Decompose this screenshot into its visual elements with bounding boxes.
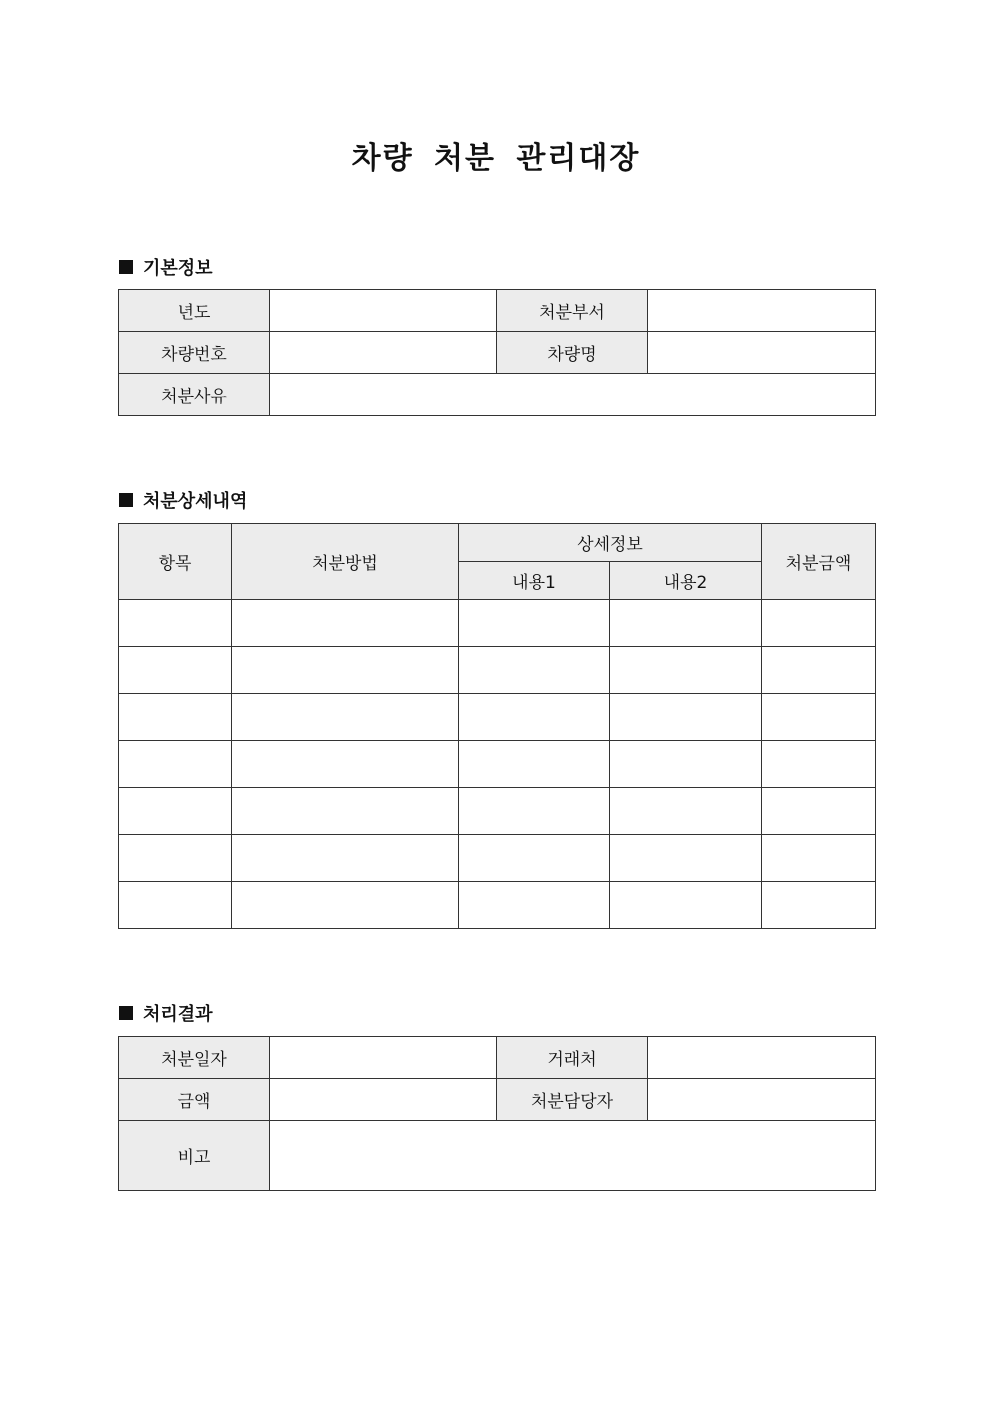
cell-content1[interactable] bbox=[459, 647, 610, 694]
cell-item[interactable] bbox=[119, 788, 232, 835]
page-title: 차량 처분 관리대장 bbox=[351, 141, 641, 176]
result-table bbox=[118, 1036, 876, 1191]
cell-method[interactable] bbox=[232, 741, 459, 788]
cell-amount[interactable] bbox=[762, 694, 876, 741]
section-heading-basic-info bbox=[119, 254, 213, 280]
label-dept: 처분부서 bbox=[497, 290, 648, 332]
cell-method[interactable] bbox=[232, 835, 459, 882]
cell-content2[interactable] bbox=[610, 694, 762, 741]
cell-content2[interactable] bbox=[610, 600, 762, 647]
section-heading-label: 처분상세내역 bbox=[143, 491, 248, 512]
table-row bbox=[119, 741, 876, 788]
value-dept[interactable] bbox=[648, 290, 876, 332]
column-header-method: 처분방법 bbox=[232, 524, 459, 600]
label-amount: 금액 bbox=[119, 1079, 270, 1121]
label-year: 년도 bbox=[119, 290, 270, 332]
cell-item[interactable] bbox=[119, 882, 232, 929]
cell-amount[interactable] bbox=[762, 600, 876, 647]
cell-item[interactable] bbox=[119, 600, 232, 647]
cell-amount[interactable] bbox=[762, 647, 876, 694]
cell-method[interactable] bbox=[232, 882, 459, 929]
value-amount[interactable] bbox=[270, 1079, 497, 1121]
cell-content1[interactable] bbox=[459, 694, 610, 741]
label-memo: 비고 bbox=[119, 1121, 270, 1191]
cell-content2[interactable] bbox=[610, 882, 762, 929]
label-manager: 처분담당자 bbox=[497, 1079, 648, 1121]
cell-method[interactable] bbox=[232, 600, 459, 647]
column-header-amount: 처분금액 bbox=[762, 524, 876, 600]
square-bullet-icon bbox=[119, 1006, 133, 1020]
cell-amount[interactable] bbox=[762, 835, 876, 882]
value-vehicle-name[interactable] bbox=[648, 332, 876, 374]
section-heading-label: 기본정보 bbox=[143, 258, 213, 279]
cell-content1[interactable] bbox=[459, 788, 610, 835]
section-heading-detail bbox=[119, 487, 247, 513]
value-partner[interactable] bbox=[648, 1037, 876, 1079]
cell-method[interactable] bbox=[232, 694, 459, 741]
table-row bbox=[119, 647, 876, 694]
column-header-detail-group: 상세정보 bbox=[459, 524, 762, 562]
table-row bbox=[119, 882, 876, 929]
cell-content1[interactable] bbox=[459, 741, 610, 788]
square-bullet-icon bbox=[119, 493, 133, 507]
cell-content2[interactable] bbox=[610, 835, 762, 882]
label-partner: 거래처 bbox=[497, 1037, 648, 1079]
cell-content1[interactable] bbox=[459, 835, 610, 882]
table-row bbox=[119, 600, 876, 647]
cell-amount[interactable] bbox=[762, 788, 876, 835]
square-bullet-icon bbox=[119, 260, 133, 274]
value-memo[interactable] bbox=[270, 1121, 876, 1191]
value-date[interactable] bbox=[270, 1037, 497, 1079]
basic-info-table bbox=[118, 289, 876, 416]
value-reason[interactable] bbox=[270, 374, 876, 416]
value-manager[interactable] bbox=[648, 1079, 876, 1121]
value-year[interactable] bbox=[270, 290, 497, 332]
cell-method[interactable] bbox=[232, 647, 459, 694]
cell-content2[interactable] bbox=[610, 647, 762, 694]
label-reason: 처분사유 bbox=[119, 374, 270, 416]
cell-item[interactable] bbox=[119, 647, 232, 694]
cell-content1[interactable] bbox=[459, 600, 610, 647]
cell-amount[interactable] bbox=[762, 741, 876, 788]
detail-table bbox=[118, 523, 876, 929]
section-heading-result bbox=[119, 1000, 213, 1026]
label-vehicle-no: 차량번호 bbox=[119, 332, 270, 374]
label-vehicle-name: 차량명 bbox=[497, 332, 648, 374]
table-row bbox=[119, 835, 876, 882]
value-vehicle-no[interactable] bbox=[270, 332, 497, 374]
cell-content2[interactable] bbox=[610, 788, 762, 835]
label-date: 처분일자 bbox=[119, 1037, 270, 1079]
column-header-content1: 내용1 bbox=[459, 562, 610, 600]
table-row bbox=[119, 788, 876, 835]
section-heading-label: 처리결과 bbox=[143, 1004, 213, 1025]
column-header-item: 항목 bbox=[119, 524, 232, 600]
cell-content1[interactable] bbox=[459, 882, 610, 929]
cell-content2[interactable] bbox=[610, 741, 762, 788]
cell-item[interactable] bbox=[119, 694, 232, 741]
cell-item[interactable] bbox=[119, 741, 232, 788]
cell-item[interactable] bbox=[119, 835, 232, 882]
column-header-content2: 내용2 bbox=[610, 562, 762, 600]
cell-method[interactable] bbox=[232, 788, 459, 835]
table-row bbox=[119, 694, 876, 741]
cell-amount[interactable] bbox=[762, 882, 876, 929]
